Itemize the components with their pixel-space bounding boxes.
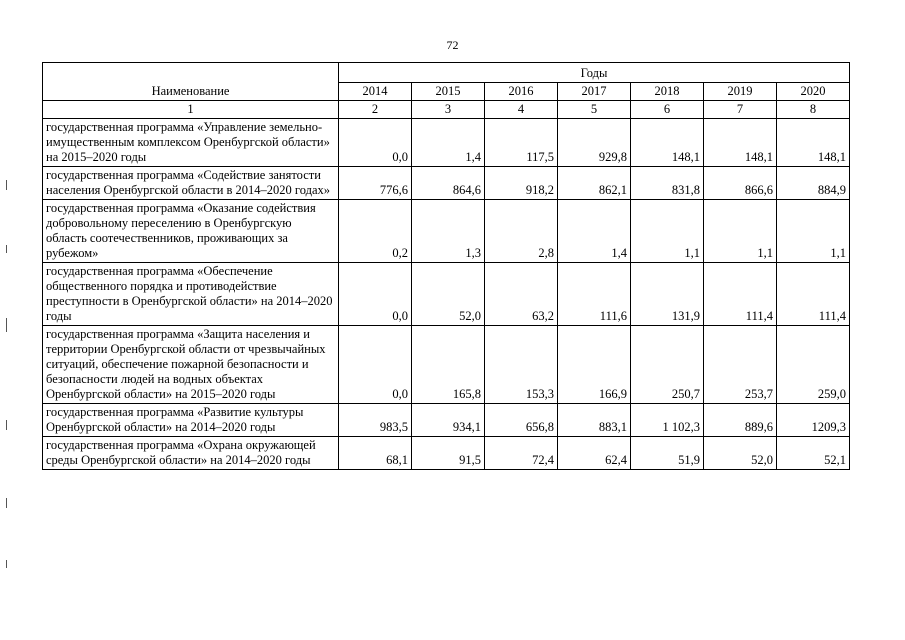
- value-cell: 656,8: [485, 404, 558, 437]
- column-number-cell: 2: [339, 101, 412, 119]
- value-cell: 831,8: [631, 167, 704, 200]
- value-cell: 131,9: [631, 263, 704, 326]
- program-name: государственная программа «Содействие занятости населения Оренбургской области в 2014–2020 годах»: [43, 167, 339, 200]
- value-cell: 983,5: [339, 404, 412, 437]
- value-cell: 1209,3: [777, 404, 850, 437]
- table-row: [43, 263, 850, 326]
- column-number-cell: 3: [412, 101, 485, 119]
- margin-mark: [6, 420, 7, 430]
- value-cell: 1,4: [412, 119, 485, 167]
- value-cell: 68,1: [339, 437, 412, 470]
- value-cell: 72,4: [485, 437, 558, 470]
- program-name: государственная программа «Обеспечение общественного порядка и противодействие преступности в Оренбургской области» на 2014–2020 годы: [43, 263, 339, 326]
- program-name: государственная программа «Развитие культуры Оренбургской области» на 2014–2020 годы: [43, 404, 339, 437]
- value-cell: 62,4: [558, 437, 631, 470]
- value-cell: 883,1: [558, 404, 631, 437]
- value-cell: 1,1: [631, 200, 704, 263]
- value-cell: 889,6: [704, 404, 777, 437]
- value-cell: 1 102,3: [631, 404, 704, 437]
- value-cell: 1,1: [704, 200, 777, 263]
- header-name-cell: Наименование: [43, 63, 339, 101]
- value-cell: 153,3: [485, 326, 558, 404]
- value-cell: 2,8: [485, 200, 558, 263]
- table-row: [43, 404, 850, 437]
- value-cell: 1,4: [558, 200, 631, 263]
- year-cell: 2019: [704, 83, 777, 101]
- header-row: [43, 63, 850, 83]
- value-cell: 864,6: [412, 167, 485, 200]
- value-cell: 166,9: [558, 326, 631, 404]
- margin-mark: [6, 245, 7, 253]
- value-cell: 91,5: [412, 437, 485, 470]
- value-cell: 148,1: [631, 119, 704, 167]
- margin-mark: [6, 318, 7, 332]
- value-cell: 148,1: [704, 119, 777, 167]
- table-row: [43, 437, 850, 470]
- table-row: [43, 200, 850, 263]
- column-number-cell: 8: [777, 101, 850, 119]
- value-cell: 148,1: [777, 119, 850, 167]
- program-name: государственная программа «Защита населения и территории Оренбургской области от чрезвычайных ситуаций, обеспечение пожарной безопасности и безопасности людей на водных объектах Оренбургской области» на 2015–2020 годы: [43, 326, 339, 404]
- program-name: государственная программа «Охрана окружающей среды Оренбургской области» на 2014–2020 годы: [43, 437, 339, 470]
- year-cell: 2016: [485, 83, 558, 101]
- margin-mark: [6, 560, 7, 568]
- value-cell: 776,6: [339, 167, 412, 200]
- value-cell: 1,1: [777, 200, 850, 263]
- value-cell: 1,3: [412, 200, 485, 263]
- value-cell: 862,1: [558, 167, 631, 200]
- column-number-cell: 4: [485, 101, 558, 119]
- header-years-cell: Годы: [339, 63, 850, 83]
- value-cell: 52,1: [777, 437, 850, 470]
- value-cell: 52,0: [704, 437, 777, 470]
- value-cell: 165,8: [412, 326, 485, 404]
- page-number: 72: [446, 38, 459, 52]
- value-cell: 0,0: [339, 263, 412, 326]
- program-name: государственная программа «Оказание содействия добровольному переселению в Оренбургскую область соотечественников, проживающих за рубежом»: [43, 200, 339, 263]
- value-cell: 111,4: [777, 263, 850, 326]
- value-cell: 0,0: [339, 326, 412, 404]
- value-cell: 253,7: [704, 326, 777, 404]
- value-cell: 929,8: [558, 119, 631, 167]
- column-number-cell: 7: [704, 101, 777, 119]
- value-cell: 918,2: [485, 167, 558, 200]
- column-number-cell: 5: [558, 101, 631, 119]
- year-cell: 2014: [339, 83, 412, 101]
- value-cell: 63,2: [485, 263, 558, 326]
- value-cell: 117,5: [485, 119, 558, 167]
- year-cell: 2015: [412, 83, 485, 101]
- column-number-cell: 1: [43, 101, 339, 119]
- value-cell: 52,0: [412, 263, 485, 326]
- column-number-row: [43, 101, 850, 119]
- year-cell: 2020: [777, 83, 850, 101]
- value-cell: 0,0: [339, 119, 412, 167]
- table-row: [43, 119, 850, 167]
- value-cell: 250,7: [631, 326, 704, 404]
- margin-mark: [6, 498, 7, 508]
- year-cell: 2017: [558, 83, 631, 101]
- value-cell: 111,4: [704, 263, 777, 326]
- budget-table: [42, 62, 850, 470]
- margin-mark: [6, 180, 7, 190]
- program-name: государственная программа «Управление земельно-имущественным комплексом Оренбургской области» на 2015–2020 годы: [43, 119, 339, 167]
- value-cell: 0,2: [339, 200, 412, 263]
- value-cell: 259,0: [777, 326, 850, 404]
- table-row: [43, 167, 850, 200]
- table-row: [43, 326, 850, 404]
- column-number-cell: 6: [631, 101, 704, 119]
- value-cell: 111,6: [558, 263, 631, 326]
- value-cell: 866,6: [704, 167, 777, 200]
- value-cell: 884,9: [777, 167, 850, 200]
- value-cell: 51,9: [631, 437, 704, 470]
- value-cell: 934,1: [412, 404, 485, 437]
- year-cell: 2018: [631, 83, 704, 101]
